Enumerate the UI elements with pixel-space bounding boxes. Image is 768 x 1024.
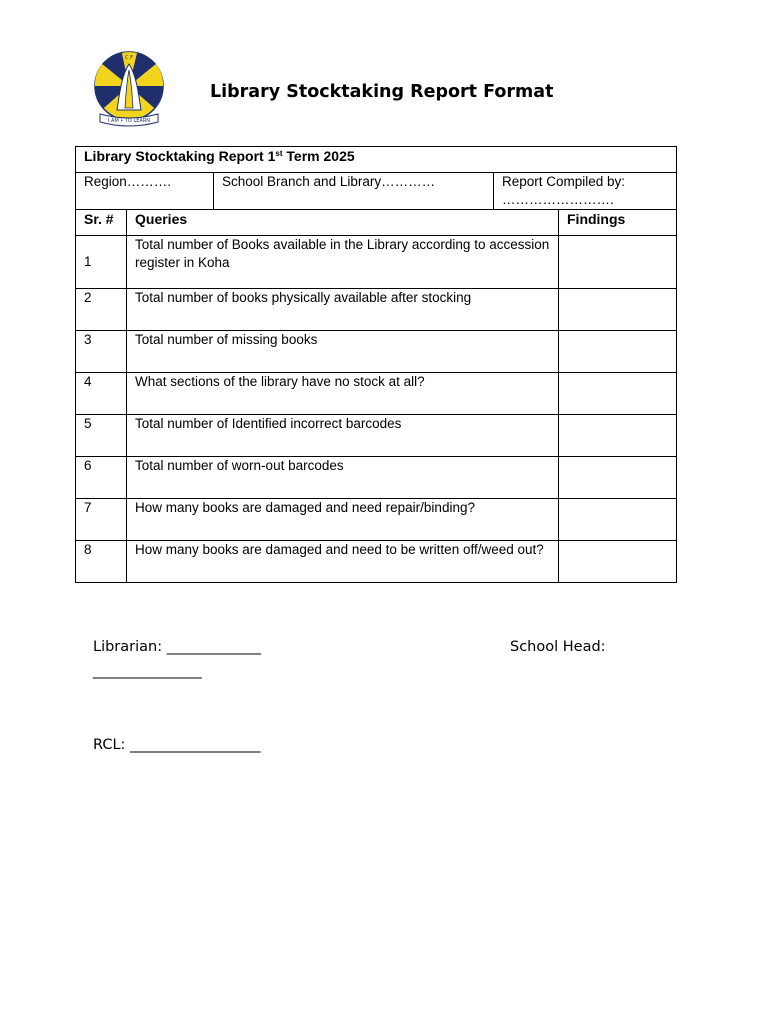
rcl-signature-line: RCL: __________________ [93, 737, 261, 753]
col-queries-header: Queries [127, 210, 559, 236]
report-heading [76, 147, 677, 173]
row-query: Total number of missing books [127, 331, 559, 373]
table-row [76, 415, 677, 457]
stocktaking-report-table [75, 146, 677, 583]
row-query: Total number of worn-out barcodes [127, 457, 559, 499]
compiled-by-dots: ……………………. [502, 192, 614, 207]
row-finding[interactable] [559, 541, 677, 583]
row-sr: 3 [76, 331, 127, 373]
table-row [76, 499, 677, 541]
table-row [76, 236, 677, 289]
row-sr: 7 [76, 499, 127, 541]
row-finding[interactable] [559, 289, 677, 331]
compiled-by-cell [494, 173, 677, 210]
row-sr: 2 [76, 289, 127, 331]
col-findings-header: Findings [559, 210, 677, 236]
row-sr: 6 [76, 457, 127, 499]
row-finding[interactable] [559, 457, 677, 499]
row-finding[interactable] [559, 415, 677, 457]
region-cell: Region………. [76, 173, 214, 210]
school-head-label: School Head: [510, 639, 606, 655]
svg-text:I AM • TO LEARN: I AM • TO LEARN [107, 118, 151, 124]
report-heading-superscript: st [275, 149, 283, 158]
row-sr: 8 [76, 541, 127, 583]
table-row [76, 289, 677, 331]
librarian-signature-line: Librarian: _____________ [93, 639, 261, 655]
col-sr-header: Sr. # [76, 210, 127, 236]
table-row [76, 541, 677, 583]
row-sr: 5 [76, 415, 127, 457]
table-row [76, 457, 677, 499]
school-head-signature-line: _______________ [93, 663, 202, 679]
row-query: How many books are damaged and need repair/binding? [127, 499, 559, 541]
row-finding[interactable] [559, 331, 677, 373]
row-query: Total number of Books available in the Library according to accession register in Koha [127, 236, 559, 289]
report-meta-row [76, 173, 677, 210]
page-title: Library Stocktaking Report Format [210, 82, 554, 102]
school-crest-logo [92, 50, 166, 128]
row-finding[interactable] [559, 373, 677, 415]
row-sr: 4 [76, 373, 127, 415]
report-heading-tail: Term 2025 [282, 148, 355, 164]
branch-cell: School Branch and Library………… [214, 173, 494, 210]
compiled-by-label: Report Compiled by: [502, 174, 626, 189]
row-finding[interactable] [559, 236, 677, 289]
svg-text:C F: C F [125, 55, 133, 61]
report-heading-row [76, 147, 677, 173]
column-header-row [76, 210, 677, 236]
table-row [76, 373, 677, 415]
table-row [76, 331, 677, 373]
row-sr: 1 [76, 236, 127, 289]
row-query: What sections of the library have no stock at all? [127, 373, 559, 415]
row-query: Total number of Identified incorrect barcodes [127, 415, 559, 457]
report-heading-main: Library Stocktaking Report 1 [84, 148, 276, 164]
row-query: Total number of books physically available after stocking [127, 289, 559, 331]
row-query: How many books are damaged and need to be written off/weed out? [127, 541, 559, 583]
row-finding[interactable] [559, 499, 677, 541]
